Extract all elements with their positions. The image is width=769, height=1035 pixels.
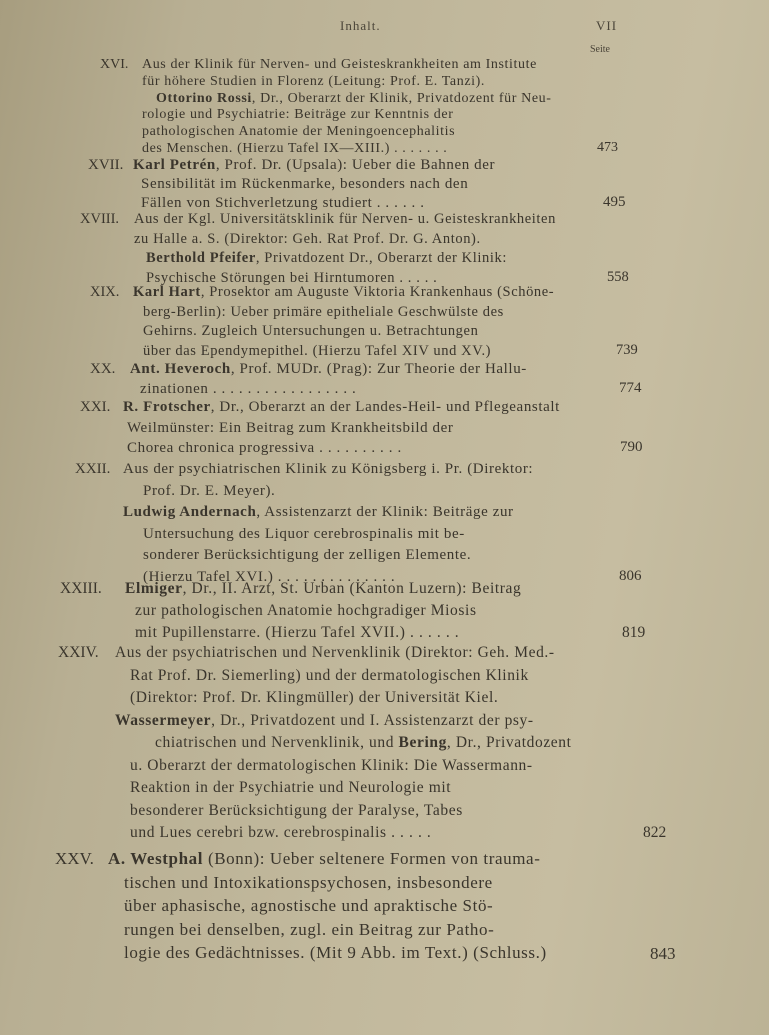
entry-roman-numeral: XX. bbox=[90, 361, 116, 377]
entry-line: zu Halle a. S. (Direktor: Geh. Rat Prof. Dr. G. Anton). bbox=[134, 230, 481, 247]
entry-line bbox=[156, 90, 552, 108]
entry-text: , Assistenzarzt der Klinik: Beiträge zur bbox=[256, 504, 514, 520]
entry-roman-numeral: XXV. bbox=[55, 849, 94, 868]
entry-roman-numeral: XXIII. bbox=[60, 580, 102, 597]
entry-line: (Hierzu Tafel XVI.) . . . . . . . . . . . . . . bbox=[143, 568, 396, 585]
entry-line: des Menschen. (Hierzu Tafel IX—XIII.) . . . . . . . bbox=[142, 141, 448, 156]
entry-line: und Lues cerebri bzw. cerebrospinalis . . . . . bbox=[130, 824, 432, 841]
entry-roman-numeral: XVIII. bbox=[80, 211, 120, 227]
entry-line: sonderer Berücksichtigung der zelligen Elemente. bbox=[143, 547, 472, 563]
entry-page-number: 739 bbox=[616, 341, 638, 358]
entry-roman-numeral: XXII. bbox=[75, 461, 111, 477]
entry-line bbox=[115, 712, 534, 730]
entry-page-number: 774 bbox=[619, 380, 642, 396]
entry-line: tischen und Intoxikationspsychosen, insbesondere bbox=[124, 872, 493, 892]
entry-line: Reaktion in der Psychiatrie und Neurologie mit bbox=[130, 779, 452, 796]
entry-line bbox=[123, 398, 560, 416]
entry-page-number: 806 bbox=[619, 567, 642, 584]
entry-line bbox=[155, 734, 572, 752]
entry-roman-numeral: XXIV. bbox=[58, 644, 99, 661]
entry-line: Psychische Störungen bei Hirntumoren . . . . . bbox=[146, 269, 438, 286]
entry-text: , Dr., Privatdozent bbox=[446, 734, 572, 751]
entry-line: zur pathologischen Anatomie hochgradiger Miosis bbox=[135, 602, 477, 619]
author-name: Ottorino Rossi bbox=[156, 90, 252, 106]
entry-line: Prof. Dr. E. Meyer). bbox=[143, 482, 276, 499]
author-name: Berthold Pfeifer bbox=[146, 250, 256, 266]
entry-text: , Dr., Oberarzt an der Landes-Heil- und Pflegeanstalt bbox=[210, 399, 560, 415]
author-name: R. Frotscher bbox=[123, 399, 211, 415]
entry-roman-numeral: XIX. bbox=[90, 284, 120, 300]
entry-line bbox=[130, 360, 527, 378]
author-name: Elmiger bbox=[125, 580, 183, 597]
seite-label: Seite bbox=[590, 44, 610, 55]
entry-line: Chorea chronica progressiva . . . . . . . . . . bbox=[127, 440, 402, 456]
entry-text: , Prosektor am Auguste Viktoria Krankenhaus (Schöne- bbox=[200, 284, 555, 300]
entry-line: besonderer Berücksichtigung der Paralyse, Tabes bbox=[130, 801, 463, 819]
entry-roman-numeral: XVII. bbox=[88, 157, 124, 173]
entry-line: Untersuchung des Liquor cerebrospinalis mit be- bbox=[143, 525, 465, 542]
author-name: Wassermeyer bbox=[115, 711, 212, 729]
entry-line: über aphasische, agnostische und apraktische Stö- bbox=[124, 896, 494, 915]
running-header-title: Inhalt. bbox=[340, 18, 381, 33]
author-name: A. Westphal bbox=[108, 849, 204, 868]
entry-line: rungen bei denselben, zugl. ein Beitrag zur Patho- bbox=[124, 919, 495, 939]
author-name: Karl Petrén bbox=[133, 157, 216, 173]
page-number-roman: VII bbox=[596, 18, 618, 33]
entry-line: logie des Gedächtnisses. (Mit 9 Abb. im Text.) (Schluss.) bbox=[124, 943, 547, 962]
entry-line: für höhere Studien in Florenz (Leitung: Prof. E. Tanzi). bbox=[142, 73, 486, 89]
entry-text: , Prof. MUDr. (Prag): Zur Theorie der Hallu- bbox=[230, 361, 527, 377]
entry-line: Aus der psychiatrischen Klinik zu Königsberg i. Pr. (Direktor: bbox=[123, 461, 534, 477]
entry-line: Aus der psychiatrischen und Nervenklinik (Direktor: Geh. Med.- bbox=[115, 644, 555, 661]
entry-page-number: 843 bbox=[650, 944, 676, 963]
entry-text: , Dr., II. Arzt, St. Urban (Kanton Luzern): Beitrag bbox=[182, 580, 522, 597]
entry-text: , Dr., Oberarzt der Klinik, Privatdozent für Neu- bbox=[251, 90, 552, 106]
entry-line: (Direktor: Prof. Dr. Klingmüller) der Universität Kiel. bbox=[130, 689, 499, 706]
entry-line: Rat Prof. Dr. Siemerling) und der dermatologischen Klinik bbox=[130, 666, 529, 684]
entry-line: Aus der Kgl. Universitätsklinik für Nerven- u. Geisteskrankheiten bbox=[134, 211, 556, 227]
entry-roman-numeral: XVI. bbox=[100, 57, 129, 72]
entry-line: Aus der Klinik für Nerven- und Geisteskrankheiten am Institute bbox=[142, 57, 537, 72]
entry-line: Sensibilität im Rückenmarke, besonders nach den bbox=[141, 176, 469, 192]
entry-page-number: 495 bbox=[603, 194, 626, 210]
author-name: Karl Hart bbox=[133, 284, 201, 300]
author-name: Bering bbox=[398, 734, 447, 751]
entry-line bbox=[108, 850, 540, 868]
entry-line: rologie und Psychiatrie: Beiträge zur Kenntnis der bbox=[142, 107, 454, 123]
entry-line: Gehirns. Zugleich Untersuchungen u. Betrachtungen bbox=[143, 323, 479, 339]
entry-line: pathologischen Anatomie der Meningoencephalitis bbox=[142, 124, 456, 140]
entry-line bbox=[133, 156, 495, 174]
entry-line bbox=[133, 283, 554, 301]
entry-line: mit Pupillenstarre. (Hierzu Tafel XVII.) . . . . . . bbox=[135, 624, 460, 641]
entry-roman-numeral: XXI. bbox=[80, 399, 111, 415]
entry-line bbox=[125, 580, 521, 598]
author-name: Ludwig Andernach bbox=[123, 504, 257, 520]
entry-line bbox=[146, 249, 507, 267]
entry-line: über das Ependymepithel. (Hierzu Tafel XIV und XV.) bbox=[143, 342, 492, 359]
entry-page-number: 822 bbox=[643, 824, 667, 841]
entry-page-number: 558 bbox=[607, 268, 629, 285]
entry-page-number: 473 bbox=[597, 140, 618, 155]
entry-text: , Privatdozent Dr., Oberarzt der Klinik: bbox=[255, 250, 507, 266]
entry-line: Weilmünster: Ein Beitrag zum Krankheitsbild der bbox=[127, 419, 454, 436]
entry-line: u. Oberarzt der dermatologischen Klinik: Die Wassermann- bbox=[130, 756, 533, 774]
entry-text: , Dr., Privatdozent und I. Assistenzarzt der psy- bbox=[211, 711, 534, 729]
entry-line: berg-Berlin): Ueber primäre epitheliale Geschwülste des bbox=[143, 303, 504, 320]
entry-page-number: 819 bbox=[622, 624, 646, 641]
entry-line: zinationen . . . . . . . . . . . . . . . . . bbox=[140, 381, 357, 397]
entry-text: chiatrischen und Nervenklinik, und bbox=[155, 734, 399, 751]
entry-text: (Bonn): Ueber seltenere Formen von trauma- bbox=[203, 849, 541, 868]
entry-page-number: 790 bbox=[620, 439, 643, 455]
entry-text: , Prof. Dr. (Upsala): Ueber die Bahnen der bbox=[215, 157, 496, 173]
author-name: Ant. Heveroch bbox=[130, 361, 231, 377]
entry-line bbox=[123, 503, 514, 521]
entry-line: Fällen von Stichverletzung studiert . . . . . . bbox=[141, 195, 425, 211]
